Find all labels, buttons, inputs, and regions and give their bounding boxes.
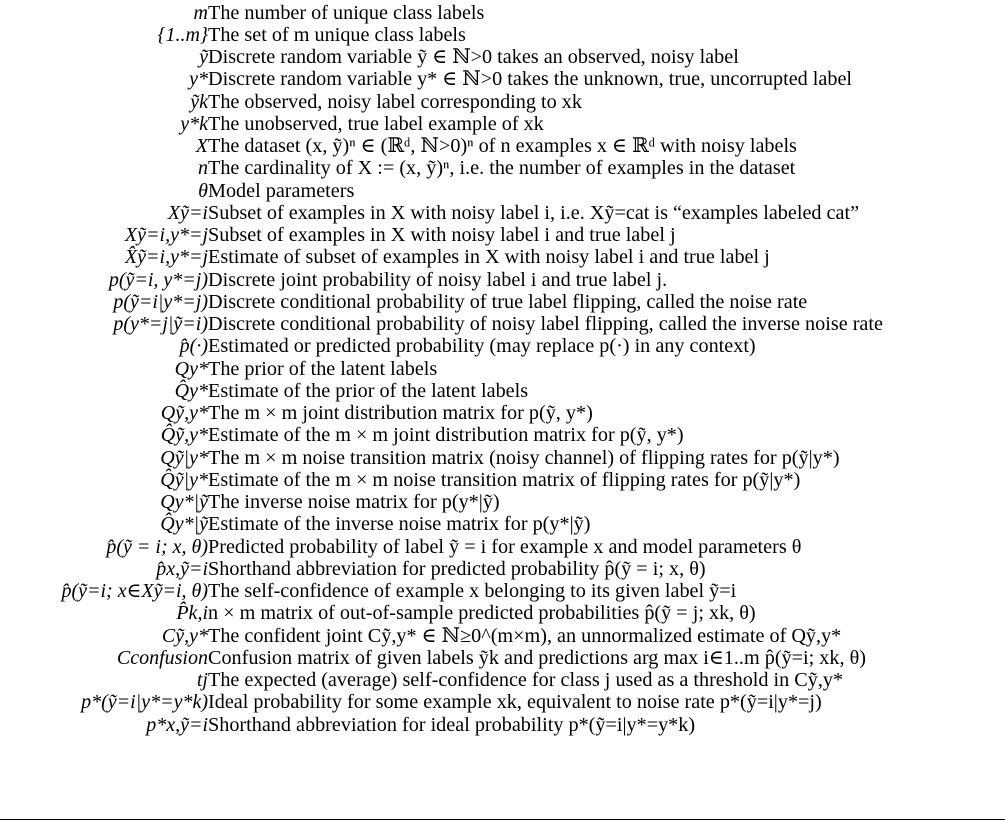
- notation-description: The cardinality of X := (x, ỹ)ⁿ, i.e. the number of examples in the dataset: [208, 157, 796, 180]
- notation-symbol: θ: [198, 179, 208, 202]
- notation-row: [0, 158, 1005, 180]
- notation-description: The m × m joint distribution matrix for p(ỹ, y*): [208, 402, 593, 425]
- notation-description: Shorthand abbreviation for predicted probability p̂(ỹ = i; x, θ): [208, 557, 706, 580]
- notation-row: [0, 69, 1005, 91]
- notation-symbol: Cỹ,y*: [161, 624, 208, 647]
- notation-symbol: Qy*|ỹ: [160, 491, 208, 514]
- notation-description: Estimate of the inverse noise matrix for p(y*|ỹ): [208, 513, 591, 536]
- notation-table: [0, 2, 1005, 736]
- notation-description: Confusion matrix of given labels ỹk and predictions arg max i∈1..m p̂(ỹ=i; xk, θ): [208, 646, 866, 669]
- notation-row: [0, 558, 1005, 580]
- notation-description: Model parameters: [208, 179, 355, 202]
- notation-row: [0, 247, 1005, 269]
- notation-symbol: Q̂y*|ỹ: [160, 513, 208, 536]
- notation-description: The unobserved, true label example of xk: [208, 112, 544, 135]
- notation-row: [0, 314, 1005, 336]
- notation-description: Predicted probability of label ỹ = i for example x and model parameters θ: [208, 535, 802, 558]
- notation-row: [0, 647, 1005, 669]
- notation-description: The self-confidence of example x belonging to its given label ỹ=i: [208, 580, 737, 603]
- notation-row: [0, 202, 1005, 224]
- notation-row: [0, 269, 1005, 291]
- notation-symbol: Q̂y*: [174, 379, 208, 402]
- notation-row: [0, 625, 1005, 647]
- notation-symbol: p̂x,ỹ=i: [156, 557, 208, 580]
- notation-row: [0, 492, 1005, 514]
- notation-description: Estimate of the m × m joint distribution matrix for p(ỹ, y*): [208, 424, 684, 447]
- notation-symbol: p(y*=j|ỹ=i): [113, 313, 208, 336]
- notation-symbol: Cconfusion: [116, 646, 208, 669]
- notation-description: Discrete random variable y* ∈ ℕ>0 takes the unknown, true, uncorrupted label: [208, 68, 853, 91]
- notation-symbol: p*x,ỹ=i: [146, 713, 208, 736]
- notation-row: [0, 447, 1005, 469]
- notation-symbol: p(ỹ=i, y*=j): [108, 268, 208, 291]
- notation-description: The prior of the latent labels: [208, 357, 438, 380]
- notation-row: [0, 692, 1005, 714]
- notation-description: Estimate of the prior of the latent labels: [208, 379, 529, 402]
- notation-description: The confident joint Cỹ,y* ∈ ℕ≥0^(m×m), an unnormalized estimate of Qỹ,y*: [208, 624, 842, 647]
- notation-symbol: Qỹ|y*: [160, 446, 208, 469]
- notation-description: The m × m noise transition matrix (noisy channel) of flipping rates for p(ỹ|y*): [208, 446, 840, 469]
- notation-symbol: {1..m}: [157, 23, 208, 46]
- notation-row: [0, 47, 1005, 69]
- notation-symbol: Q̂ỹ,y*: [160, 424, 208, 447]
- notation-row: [0, 113, 1005, 135]
- notation-description: The observed, noisy label corresponding to xk: [208, 90, 582, 113]
- notation-description: Shorthand abbreviation for ideal probability p*(ỹ=i|y*=y*k): [208, 713, 696, 736]
- notation-row: [0, 403, 1005, 425]
- notation-symbol: y*: [189, 68, 208, 91]
- notation-row: [0, 180, 1005, 202]
- notation-symbol: Xỹ=i,y*=j: [124, 224, 208, 247]
- notation-description: Estimated or predicted probability (may replace p(·) in any context): [208, 335, 756, 358]
- notation-row: [0, 91, 1005, 113]
- notation-description: Estimate of the m × m noise transition matrix of flipping rates for p(ỹ|y*): [208, 468, 801, 491]
- notation-row: [0, 581, 1005, 603]
- notation-symbol: ỹk: [190, 90, 208, 113]
- notation-symbol: p̂(ỹ = i; x, θ): [106, 535, 208, 558]
- notation-row: [0, 136, 1005, 158]
- notation-row: [0, 670, 1005, 692]
- notation-row: [0, 425, 1005, 447]
- notation-symbol: p*(ỹ=i|y*=y*k): [81, 691, 208, 714]
- notation-row: [0, 469, 1005, 491]
- notation-symbol: X: [195, 135, 208, 158]
- notation-row: [0, 380, 1005, 402]
- notation-symbol: Qy*: [174, 357, 208, 380]
- notation-description: Discrete conditional probability of noisy label flipping, called the inverse noise rate: [208, 313, 883, 336]
- notation-symbol: X̂ỹ=i,y*=j: [124, 246, 208, 269]
- notation-row: [0, 603, 1005, 625]
- notation-row: [0, 225, 1005, 247]
- notation-row: [0, 714, 1005, 736]
- notation-row: [0, 291, 1005, 313]
- notation-row: [0, 24, 1005, 46]
- notation-symbol: y*k: [180, 112, 208, 135]
- notation-row: [0, 2, 1005, 24]
- notation-row: [0, 514, 1005, 536]
- bottom-rule: [0, 819, 1005, 820]
- notation-description: The number of unique class labels: [208, 1, 485, 24]
- notation-description: Subset of examples in X with noisy label i and true label j: [208, 224, 676, 247]
- notation-row: [0, 336, 1005, 358]
- notation-description: Discrete random variable ỹ ∈ ℕ>0 takes an observed, noisy label: [208, 46, 739, 69]
- notation-description: The set of m unique class labels: [208, 23, 466, 46]
- notation-description: Estimate of subset of examples in X with noisy label i and true label j: [208, 246, 770, 269]
- notation-row: [0, 536, 1005, 558]
- notation-row: [0, 358, 1005, 380]
- notation-symbol: P̂k,i: [176, 602, 208, 625]
- notation-symbol: Q̂ỹ|y*: [160, 468, 208, 491]
- notation-description: Subset of examples in X with noisy label i, i.e. Xỹ=cat is “examples labeled cat”: [208, 201, 860, 224]
- notation-symbol: p̂(ỹ=i; x∈Xỹ=i, θ): [61, 580, 208, 603]
- notation-rows: [0, 2, 1005, 736]
- notation-description: Discrete joint probability of noisy label i and true label j.: [208, 268, 668, 291]
- notation-description: n × m matrix of out-of-sample predicted probabilities p̂(ỹ = j; xk, θ): [208, 602, 756, 625]
- notation-symbol: n: [198, 157, 208, 180]
- notation-description: The inverse noise matrix for p(y*|ỹ): [208, 491, 500, 514]
- notation-description: The expected (average) self-confidence for class j used as a threshold in Cỹ,y*: [208, 669, 844, 692]
- notation-symbol: m: [193, 1, 208, 24]
- notation-description: Discrete conditional probability of true label flipping, called the noise rate: [208, 290, 808, 313]
- notation-symbol: ỹ: [199, 46, 208, 69]
- notation-description: The dataset (x, ỹ)ⁿ ∈ (ℝᵈ, ℕ>0)ⁿ of n examples x ∈ ℝᵈ with noisy labels: [208, 135, 797, 158]
- notation-symbol: Xỹ=i: [167, 201, 208, 224]
- notation-symbol: Qỹ,y*: [160, 402, 208, 425]
- notation-symbol: tj: [196, 669, 208, 692]
- notation-description: Ideal probability for some example xk, equivalent to noise rate p*(ỹ=i|y*=j): [208, 691, 822, 714]
- notation-symbol: p̂(·): [179, 335, 208, 358]
- notation-symbol: p(ỹ=i|y*=j): [113, 290, 208, 313]
